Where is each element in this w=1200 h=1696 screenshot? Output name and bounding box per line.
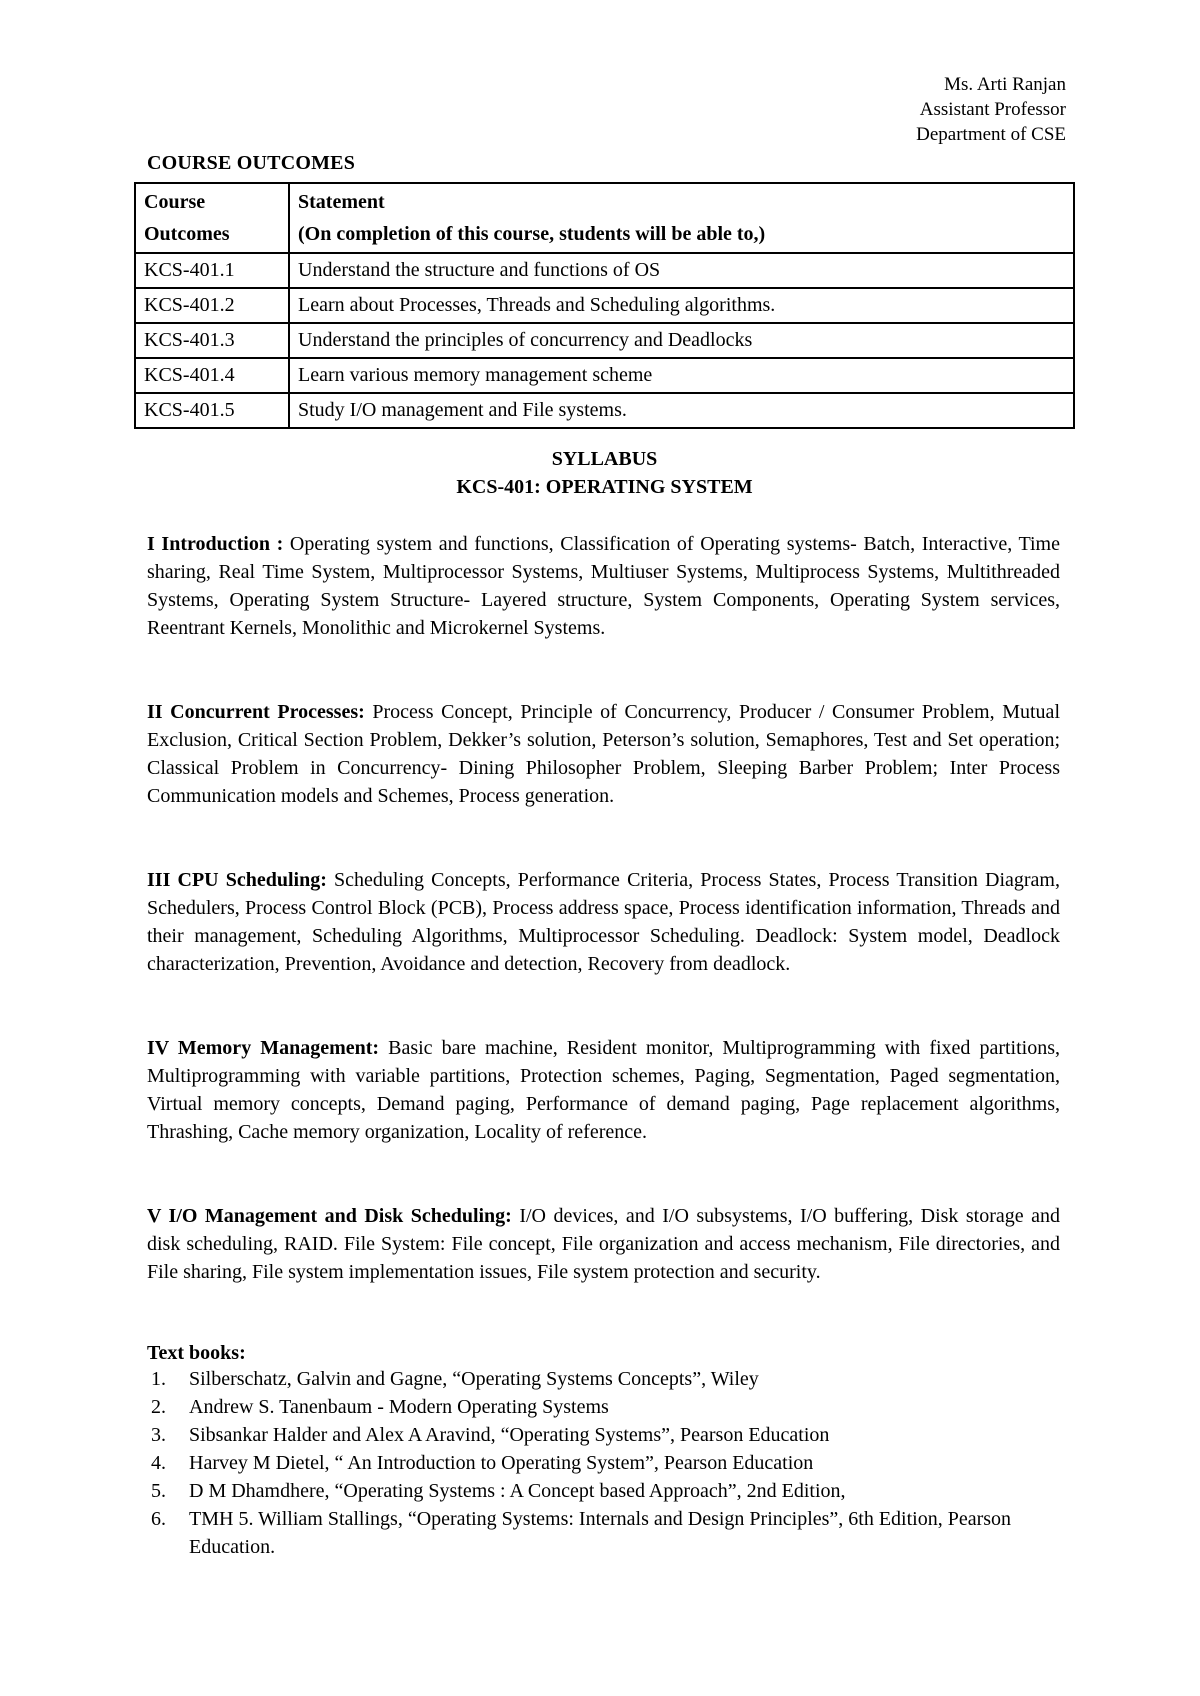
textbooks-list	[147, 1365, 1077, 1561]
list-item	[147, 1477, 1077, 1505]
textbook-text: Andrew S. Tanenbaum - Modern Operating Systems	[189, 1396, 609, 1418]
textbook-text: Sibsankar Halder and Alex A Aravind, “Operating Systems”, Pearson Education	[189, 1424, 830, 1446]
syllabus-subtitle: KCS-401: OPERATING SYSTEM	[456, 476, 753, 498]
list-number: 4.	[151, 1452, 166, 1474]
textbook-text: D M Dhamdhere, “Operating Systems : A Concept based Approach”, 2nd Edition,	[189, 1480, 846, 1502]
list-item	[147, 1365, 1077, 1393]
outcome-code: KCS-401.5	[135, 393, 289, 428]
outcome-statement: Understand the principles of concurrency and Deadlocks	[289, 323, 1074, 358]
table-row	[135, 323, 1074, 358]
list-number: 1.	[151, 1368, 166, 1390]
outcome-statement: Learn various memory management scheme	[289, 358, 1074, 393]
list-number: 2.	[151, 1396, 166, 1418]
unit-title: II Concurrent Processes:	[147, 701, 365, 723]
unit-title: V I/O Management and Disk Scheduling:	[147, 1205, 512, 1227]
syllabus-unit-1	[147, 530, 1060, 642]
header-course-outcomes: Course Outcomes	[135, 183, 289, 253]
syllabus-title: SYLLABUS	[551, 448, 658, 470]
syllabus-unit-4	[147, 1034, 1060, 1146]
syllabus-unit-2	[147, 698, 1060, 810]
unit-text: Basic bare machine, Resident monitor, Multiprogramming with fixed partitions, Multiprogramming with variable partitions, Protection schemes, Paging, Segmentation, Paged segmentation, Virtual memory concepts, Demand paging, Performance of demand paging, Page replacement algorithms, Thrashing, Cache memory organization, Locality of reference.	[147, 1037, 1060, 1143]
table-row	[135, 393, 1074, 428]
outcome-statement: Learn about Processes, Threads and Scheduling algorithms.	[289, 288, 1074, 323]
list-item	[147, 1449, 1077, 1477]
outcome-code: KCS-401.4	[135, 358, 289, 393]
outcome-code: KCS-401.3	[135, 323, 289, 358]
outcome-statement: Study I/O management and File systems.	[289, 393, 1074, 428]
unit-title: III CPU Scheduling:	[147, 869, 327, 891]
textbook-text: Harvey M Dietel, “ An Introduction to Operating System”, Pearson Education	[189, 1452, 814, 1474]
course-outcomes-table	[134, 182, 1075, 429]
table-row	[135, 288, 1074, 323]
syllabus-unit-5	[147, 1202, 1060, 1286]
outcome-statement: Understand the structure and functions of OS	[289, 253, 1074, 288]
unit-text: Process Concept, Principle of Concurrency, Producer / Consumer Problem, Mutual Exclusion, Critical Section Problem, Dekker’s solution, Peterson’s solution, Semaphores, Test and Set operation; Classical Problem in Concurrency- Dining Philosopher Problem, Sleeping Barber Problem; Inter Process Communication models and Schemes, Process generation.	[147, 701, 1060, 807]
outcome-code: KCS-401.1	[135, 253, 289, 288]
outcome-code: KCS-401.2	[135, 288, 289, 323]
list-item	[147, 1421, 1077, 1449]
author-department: Department of CSE	[916, 124, 1066, 145]
header-statement: Statement (On completion of this course, students will be able to,)	[289, 183, 1074, 253]
textbooks-title: Text books:	[147, 1342, 246, 1364]
table-row	[135, 358, 1074, 393]
textbook-text: Silberschatz, Galvin and Gagne, “Operating Systems Concepts”, Wiley	[189, 1368, 759, 1390]
list-item	[147, 1505, 1077, 1561]
table-row	[135, 253, 1074, 288]
list-number: 6.	[151, 1508, 166, 1530]
textbook-text: TMH 5. William Stallings, “Operating Systems: Internals and Design Principles”, 6th Edition, Pearson Education.	[189, 1508, 1012, 1558]
table-header-row	[135, 183, 1074, 253]
author-name: Ms. Arti Ranjan	[944, 74, 1066, 95]
author-designation: Assistant Professor	[919, 99, 1066, 120]
unit-text: I/O devices, and I/O subsystems, I/O buffering, Disk storage and disk scheduling, RAID. File System: File concept, File organization and access mechanism, File directories, and File sharing, File system implementation issues, File system protection and security.	[147, 1205, 1061, 1283]
unit-title: IV Memory Management:	[147, 1037, 380, 1059]
unit-title: I Introduction :	[147, 533, 284, 555]
unit-text: Operating system and functions, Classification of Operating systems- Batch, Interactive, Time sharing, Real Time System, Multiprocessor Systems, Multiuser Systems, Multiprocess Systems, Multithreaded Systems, Operating System Structure- Layered structure, System Components, Operating System services, Reentrant Kernels, Monolithic and Microkernel Systems.	[147, 533, 1060, 639]
course-outcomes-heading: COURSE OUTCOMES	[147, 152, 356, 174]
syllabus-unit-3	[147, 866, 1060, 978]
list-item	[147, 1393, 1077, 1421]
list-number: 3.	[151, 1424, 166, 1446]
author-block	[916, 72, 1066, 147]
list-number: 5.	[151, 1480, 166, 1502]
unit-text: Scheduling Concepts, Performance Criteria, Process States, Process Transition Diagram, Schedulers, Process Control Block (PCB), Process address space, Process identification information, Threads and their management, Scheduling Algorithms, Multiprocessor Scheduling. Deadlock: System model, Deadlock characterization, Prevention, Avoidance and detection, Recovery from deadlock.	[147, 869, 1060, 975]
